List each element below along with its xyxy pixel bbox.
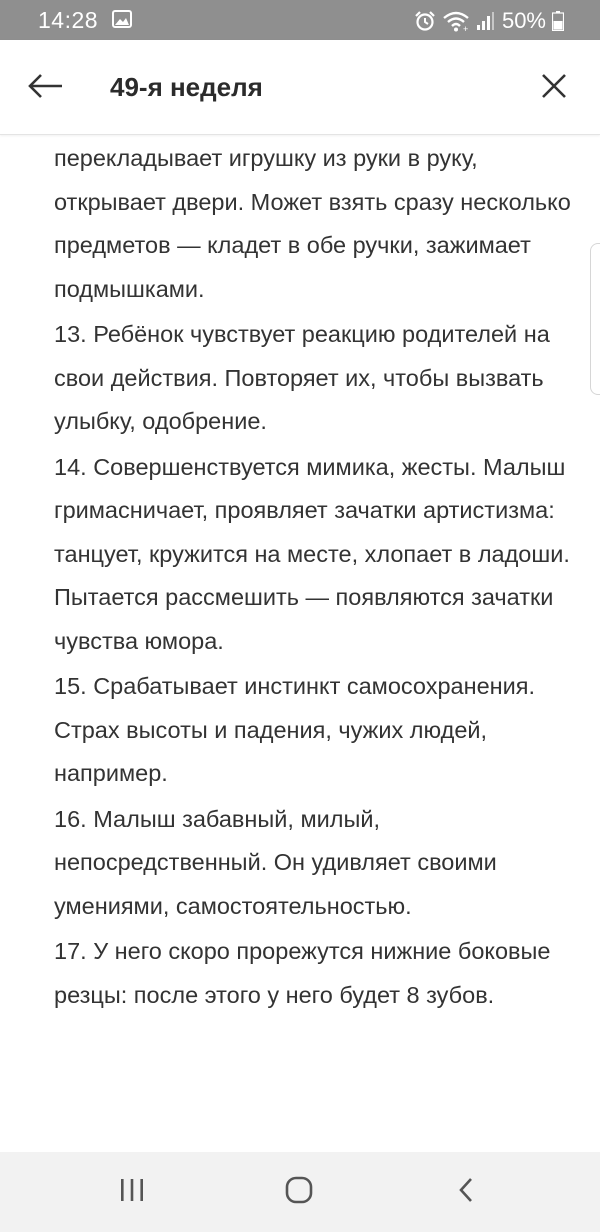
app-header	[0, 40, 600, 135]
wifi-icon	[442, 10, 470, 32]
signal-icon	[476, 11, 494, 31]
page-title: 49-я неделя	[110, 72, 263, 102]
svg-text:+: +	[462, 24, 469, 32]
home-icon	[284, 1175, 314, 1210]
article-text	[54, 137, 574, 1019]
alarm-icon	[414, 10, 436, 32]
arrow-left-icon	[28, 73, 64, 104]
paragraph: перекладывает игрушку из руки в руку, открывает двери. Может взять сразу несколько предметов — кладет в обе ручки, зажимает подмышками.	[54, 145, 571, 302]
close-icon	[541, 73, 567, 104]
home-button[interactable]	[279, 1172, 319, 1212]
status-indicators	[414, 7, 564, 35]
nav-back-button[interactable]	[446, 1172, 486, 1212]
paragraph: 14. Совершенствуется мимика, жесты. Малыш гримасничает, проявляет зачатки артистизма: танцует, кружится на месте, хлопает в ладоши. Пытается рассмешить — появляются зачатки чувства юмора.	[54, 453, 570, 654]
paragraph: 15. Срабатывает инстинкт самосохранения. Страх высоты и падения, чужих людей, например.	[54, 673, 536, 786]
paragraph: 16. Малыш забавный, милый, непосредственный. Он удивляет своими умениями, самостоятельностью.	[54, 805, 497, 919]
paragraph: 17. У него скоро прорежутся нижние боковые резцы: после этого у него будет 8 зубов.	[54, 938, 551, 1008]
status-time: 14:28	[38, 7, 99, 33]
gallery-icon	[112, 10, 132, 28]
close-button[interactable]	[530, 64, 578, 112]
recents-icon	[118, 1178, 146, 1207]
navigation-bar	[0, 1152, 600, 1232]
battery-icon	[552, 11, 564, 31]
paragraph: 13. Ребёнок чувствует реакцию родителей на свои действия. Повторяет их, чтобы вызвать улыбку, одобрение.	[54, 321, 550, 434]
recents-button[interactable]	[112, 1172, 152, 1212]
back-button[interactable]	[22, 64, 70, 112]
back-icon	[456, 1176, 476, 1209]
article-content[interactable]	[0, 135, 600, 1152]
scroll-handle[interactable]	[590, 243, 600, 395]
battery-percent: 50%	[501, 8, 546, 33]
status-bar	[0, 0, 600, 40]
